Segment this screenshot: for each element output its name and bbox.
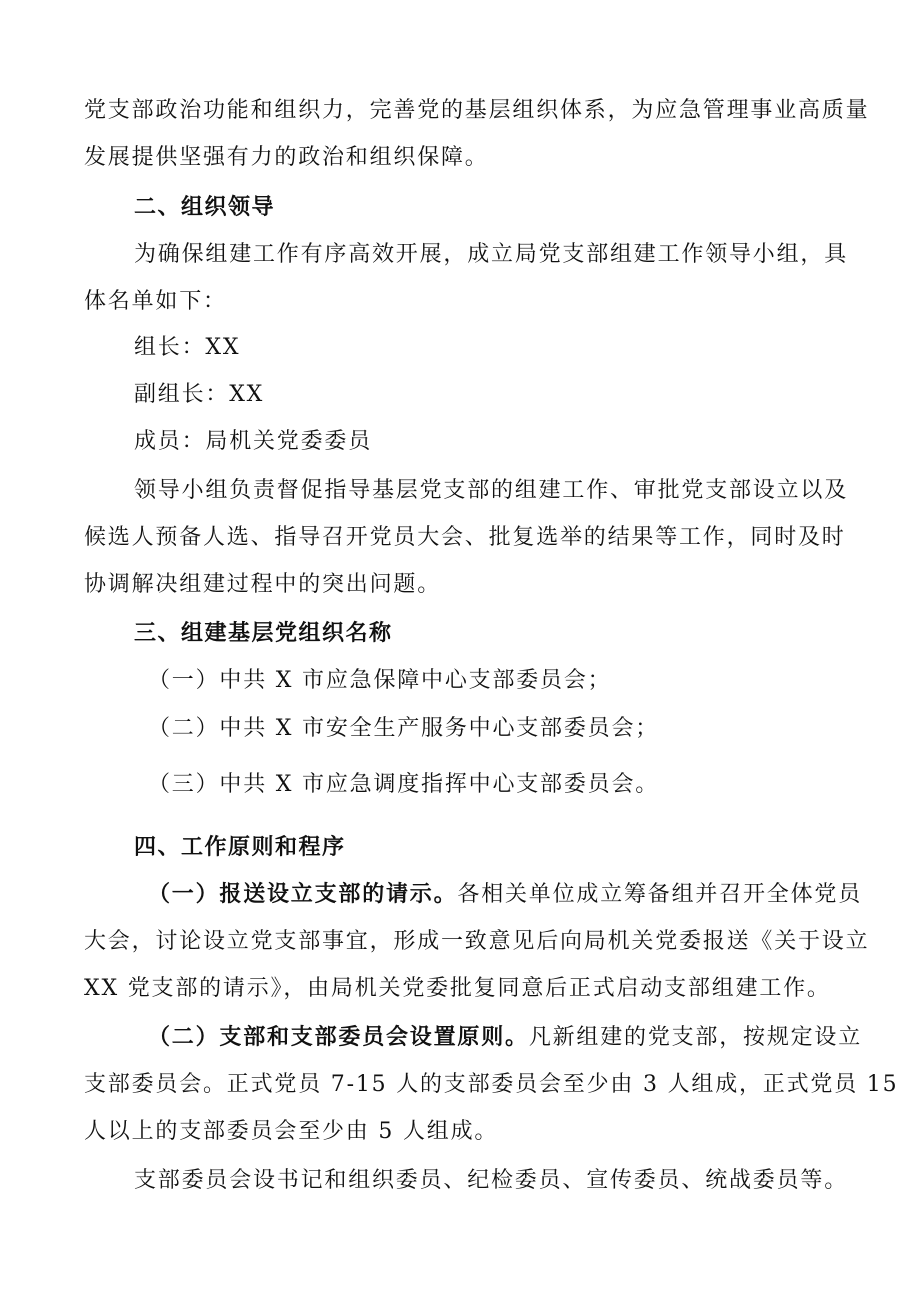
principle-2-lead: （二）支部和支部委员会设置原则。 [148,1025,529,1050]
principle-1-line-1 [148,880,862,910]
deputy-leader-line: 副组长：XX [134,382,265,407]
section-4-heading: 四、工作原则和程序 [134,835,346,860]
intro-line-1: 党支部政治功能和组织力，完善党的基层组织体系，为应急管理事业高质量 [84,98,870,123]
principle-2-line-1 [148,1023,862,1053]
principle-2-text: 凡新组建的党支部，按规定设立 [528,1025,863,1050]
org-name-item-2: （二）中共 X 市安全生产服务中心支部委员会； [148,716,660,741]
principle-2-line-3: 人以上的支部委员会至少由 5 人组成。 [84,1119,499,1144]
principle-1-lead: （一）报送设立支部的请示。 [148,882,458,907]
principle-1-line-2: 大会，讨论设立党支部事宜，形成一致意见后向局机关党委报送《关于设立 [84,929,870,954]
intro-line-2: 发展提供坚强有力的政治和组织保障。 [84,145,489,170]
duty-line-1: 领导小组负责督促指导基层党支部的组建工作、审批党支部设立以及 [134,478,849,503]
duty-line-3: 协调解决组建过程中的突出问题。 [84,572,442,597]
section-2-intro-line-2: 体名单如下： [84,289,227,314]
section-2-intro-line-1: 为确保组建工作有序高效开展，成立局党支部组建工作领导小组，具 [134,242,849,267]
leader-line: 组长：XX [134,335,241,360]
section-2-heading: 二、组织领导 [134,195,276,220]
duty-line-2: 候选人预备人选、指导召开党员大会、批复选举的结果等工作，同时及时 [84,525,846,550]
org-name-item-1: （一）中共 X 市应急保障中心支部委员会； [148,668,612,693]
principle-1-text: 各相关单位成立筹备组并召开全体党员 [457,882,863,907]
section-3-heading: 三、组建基层党组织名称 [134,621,393,646]
committee-composition-line: 支部委员会设书记和组织委员、纪检委员、宣传委员、统战委员等。 [134,1168,849,1193]
org-name-item-3: （三）中共 X 市应急调度指挥中心支部委员会。 [148,772,660,797]
principle-2-line-2: 支部委员会。正式党员 7-15 人的支部委员会至少由 3 人组成，正式党员 15 [84,1072,899,1097]
principle-1-line-3: XX 党支部的请示》，由局机关党委批复同意后正式启动支部组建工作。 [84,976,831,1001]
members-line: 成员：局机关党委委员 [134,429,373,454]
